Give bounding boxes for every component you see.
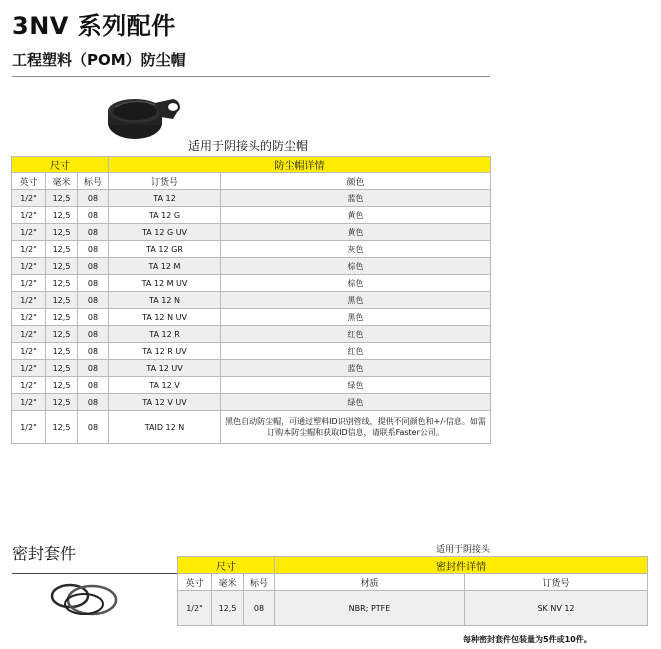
seal-applicability: 适用于阴接头 xyxy=(436,545,491,555)
seal-col-material-header: 材质 xyxy=(275,574,465,591)
inch-cell: 1/2" xyxy=(12,241,46,258)
page-title: 3NV 系列配件 xyxy=(12,12,176,40)
mm-cell: 12,5 xyxy=(46,241,78,258)
col-mm-header: 毫米 xyxy=(46,173,78,190)
title-divider xyxy=(12,76,490,77)
inch-cell: 1/2" xyxy=(12,360,46,377)
mm-cell: 12,5 xyxy=(46,394,78,411)
seal-group-size-header: 尺寸 xyxy=(178,557,275,574)
order-number-cell: TA 12 G xyxy=(109,207,221,224)
mm-cell: 12,5 xyxy=(46,377,78,394)
color-cell: 灰色 xyxy=(221,241,491,258)
code-cell: 08 xyxy=(78,394,109,411)
group-details-header: 防尘帽详情 xyxy=(109,157,491,173)
code-cell: 08 xyxy=(78,292,109,309)
seal-kit-title: 密封套件 xyxy=(12,544,77,563)
mm-cell: 12,5 xyxy=(46,360,78,377)
dust-cap-table xyxy=(11,156,491,444)
inch-cell: 1/2" xyxy=(12,190,46,207)
inch-cell: 1/2" xyxy=(12,377,46,394)
table-row xyxy=(12,207,491,224)
table-row xyxy=(12,411,491,444)
mm-cell: 12,5 xyxy=(46,326,78,343)
inch-cell: 1/2" xyxy=(12,292,46,309)
order-number-cell: TA 12 GR xyxy=(109,241,221,258)
color-cell: 黄色 xyxy=(221,207,491,224)
table-row xyxy=(12,224,491,241)
seal-divider xyxy=(12,573,177,574)
seal-rings-image xyxy=(48,578,120,618)
seal-mm-cell: 12,5 xyxy=(212,591,244,626)
order-number-cell: TA 12 xyxy=(109,190,221,207)
table-row xyxy=(12,309,491,326)
table-row xyxy=(12,394,491,411)
inch-cell: 1/2" xyxy=(12,309,46,326)
seal-code-cell: 08 xyxy=(244,591,275,626)
order-number-cell: TA 12 N UV xyxy=(109,309,221,326)
inch-cell: 1/2" xyxy=(12,394,46,411)
table-row xyxy=(12,326,491,343)
col-order-header: 订货号 xyxy=(109,173,221,190)
code-cell: 08 xyxy=(78,224,109,241)
color-cell: 棕色 xyxy=(221,275,491,292)
color-cell: 绿色 xyxy=(221,377,491,394)
code-cell: 08 xyxy=(78,207,109,224)
code-cell: 08 xyxy=(78,377,109,394)
seal-col-mm-header: 毫米 xyxy=(212,574,244,591)
order-number-cell: TA 12 N xyxy=(109,292,221,309)
color-cell: 红色 xyxy=(221,343,491,360)
code-cell: 08 xyxy=(78,309,109,326)
seal-order-cell: SK NV 12 xyxy=(465,591,648,626)
code-cell: 08 xyxy=(78,360,109,377)
table-row xyxy=(12,360,491,377)
seal-col-order-header: 订货号 xyxy=(465,574,648,591)
seal-table-row xyxy=(178,591,648,626)
table-row xyxy=(12,190,491,207)
table-row xyxy=(12,241,491,258)
order-number-cell: TA 12 G UV xyxy=(109,224,221,241)
mm-cell: 12,5 xyxy=(46,258,78,275)
color-cell: 棕色 xyxy=(221,258,491,275)
col-inch-header: 英寸 xyxy=(12,173,46,190)
color-cell: 红色 xyxy=(221,326,491,343)
mm-cell: 12,5 xyxy=(46,292,78,309)
mm-cell: 12,5 xyxy=(46,411,78,444)
inch-cell: 1/2" xyxy=(12,326,46,343)
color-cell: 蓝色 xyxy=(221,360,491,377)
code-cell: 08 xyxy=(78,411,109,444)
col-color-header: 颜色 xyxy=(221,173,491,190)
color-cell: 黑色 xyxy=(221,292,491,309)
mm-cell: 12,5 xyxy=(46,190,78,207)
inch-cell: 1/2" xyxy=(12,258,46,275)
seal-material-cell: NBR; PTFE xyxy=(275,591,465,626)
color-cell: 蓝色 xyxy=(221,190,491,207)
mm-cell: 12,5 xyxy=(46,343,78,360)
cap-caption: 适用于阴接头的防尘帽 xyxy=(188,139,309,153)
table-row xyxy=(12,258,491,275)
order-number-cell: TA 12 R UV xyxy=(109,343,221,360)
mm-cell: 12,5 xyxy=(46,275,78,292)
mm-cell: 12,5 xyxy=(46,224,78,241)
seal-packaging-note: 每种密封套件包装量为5件或10件。 xyxy=(463,635,592,644)
color-cell: 黑色 xyxy=(221,309,491,326)
order-number-cell: TA 12 R xyxy=(109,326,221,343)
col-code-header: 标号 xyxy=(78,173,109,190)
inch-cell: 1/2" xyxy=(12,275,46,292)
inch-cell: 1/2" xyxy=(12,207,46,224)
seal-kit-table xyxy=(177,556,648,626)
order-number-cell: TA 12 V UV xyxy=(109,394,221,411)
mm-cell: 12,5 xyxy=(46,207,78,224)
order-number-cell: TA 12 UV xyxy=(109,360,221,377)
table-row xyxy=(12,343,491,360)
code-cell: 08 xyxy=(78,275,109,292)
code-cell: 08 xyxy=(78,190,109,207)
mm-cell: 12,5 xyxy=(46,309,78,326)
color-cell: 黑色自动防尘帽，可通过塑料ID识别管线，提供不同颜色和+/-信息。如需订购本防尘帽和获取ID信息，请联系Faster公司。 xyxy=(221,411,491,444)
color-cell: 黄色 xyxy=(221,224,491,241)
order-number-cell: TAID 12 N xyxy=(109,411,221,444)
inch-cell: 1/2" xyxy=(12,224,46,241)
inch-cell: 1/2" xyxy=(12,411,46,444)
order-number-cell: TA 12 V xyxy=(109,377,221,394)
table-row xyxy=(12,275,491,292)
seal-group-details-header: 密封件详情 xyxy=(275,557,648,574)
seal-col-code-header: 标号 xyxy=(244,574,275,591)
group-size-header: 尺寸 xyxy=(12,157,109,173)
table-row xyxy=(12,377,491,394)
code-cell: 08 xyxy=(78,326,109,343)
seal-col-inch-header: 英寸 xyxy=(178,574,212,591)
order-number-cell: TA 12 M UV xyxy=(109,275,221,292)
dust-cap-image xyxy=(103,93,183,143)
color-cell: 绿色 xyxy=(221,394,491,411)
code-cell: 08 xyxy=(78,343,109,360)
order-number-cell: TA 12 M xyxy=(109,258,221,275)
inch-cell: 1/2" xyxy=(12,343,46,360)
section-subtitle: 工程塑料（POM）防尘帽 xyxy=(12,51,186,69)
table-row xyxy=(12,292,491,309)
code-cell: 08 xyxy=(78,241,109,258)
code-cell: 08 xyxy=(78,258,109,275)
seal-inch-cell: 1/2" xyxy=(178,591,212,626)
